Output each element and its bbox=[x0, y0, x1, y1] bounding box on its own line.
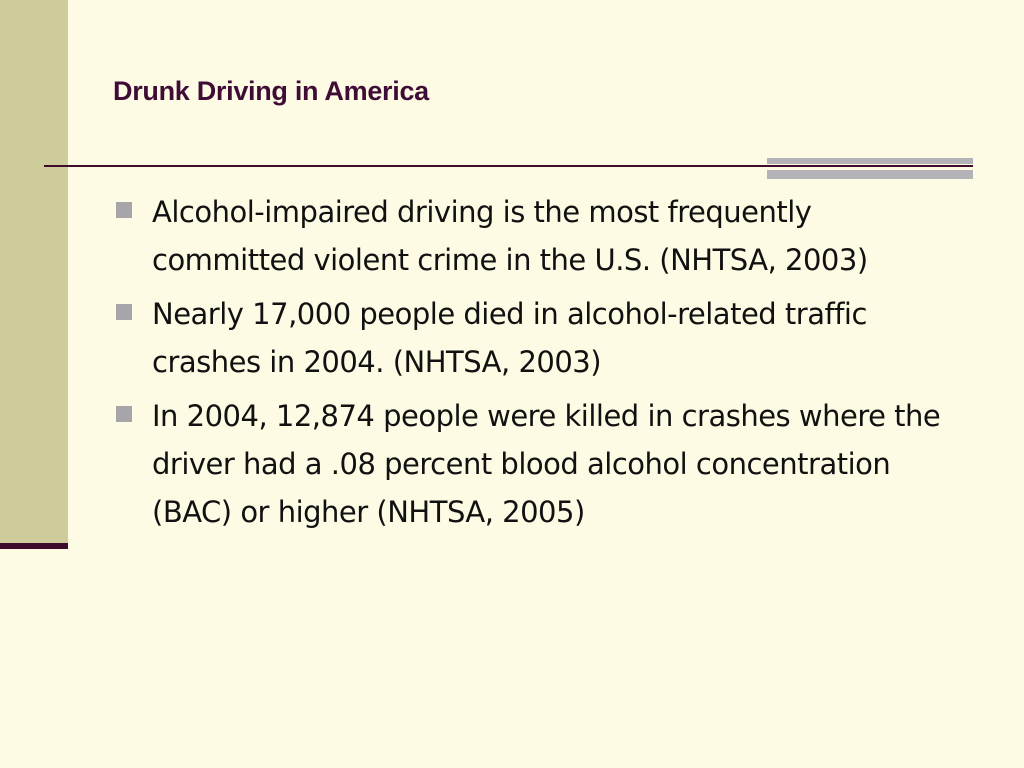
bullet-text: Nearly 17,000 people died in alcohol-related traffic crashes in 2004. (NHTSA, 2003) bbox=[152, 297, 867, 379]
decorative-bar-bottom bbox=[767, 170, 973, 179]
left-accent-line bbox=[0, 543, 68, 549]
bullet-item bbox=[113, 290, 958, 386]
slide-title: Drunk Driving in America bbox=[113, 76, 429, 106]
title-divider bbox=[44, 165, 973, 167]
bullet-list bbox=[113, 188, 958, 542]
square-bullet-icon bbox=[116, 406, 132, 422]
decorative-bar-top bbox=[767, 158, 973, 164]
bullet-text: In 2004, 12,874 people were killed in crashes where the driver had a .08 percent blood alcohol concentration (BAC) or higher (NHTSA, 2005) bbox=[152, 399, 941, 529]
left-decorative-band bbox=[0, 0, 68, 543]
bullet-item bbox=[113, 188, 958, 284]
square-bullet-icon bbox=[116, 304, 132, 320]
square-bullet-icon bbox=[116, 202, 132, 218]
bullet-text: Alcohol-impaired driving is the most frequently committed violent crime in the U.S. (NHTSA, 2003) bbox=[152, 195, 868, 277]
bullet-item bbox=[113, 392, 958, 536]
